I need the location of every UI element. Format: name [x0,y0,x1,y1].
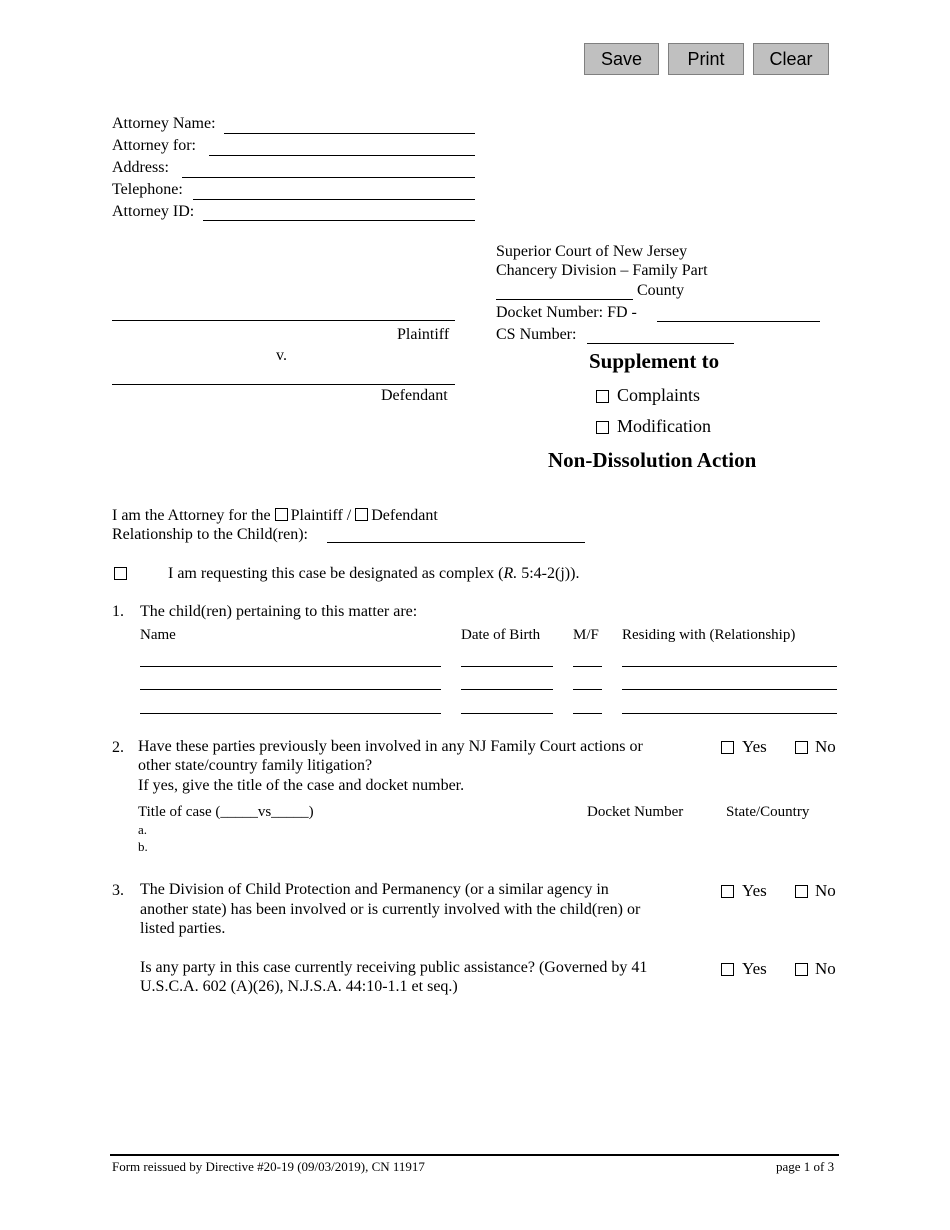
attorney-for-prefix: I am the Attorney for the [112,507,271,524]
child-mf-field[interactable] [573,666,602,667]
q2-row-a: a. [138,822,148,837]
complex-text-rest: 5:4-2(j)). [517,565,580,582]
docket-number-field[interactable] [657,321,820,322]
q1-text: The child(ren) pertaining to this matter are: [140,603,418,620]
q3-line3: listed parties. [140,920,226,937]
footer-rule [110,1154,839,1156]
col-mf-header: M/F [573,627,599,643]
address-label: Address: [112,159,169,176]
defendant-option-label: Defendant [371,507,438,524]
footer-page-number: page 1 of 3 [776,1159,835,1174]
child-dob-field[interactable] [461,666,553,667]
q3-yes-checkbox[interactable] [721,885,734,898]
q2-col-title: Title of case (_____vs_____) [138,804,314,820]
complaints-label: Complaints [617,385,701,405]
clear-button[interactable]: Clear [753,43,829,75]
child-dob-field[interactable] [461,689,553,690]
attorney-name-label: Attorney Name: [112,115,216,132]
plaintiff-checkbox[interactable] [275,508,288,521]
attorney-for-field[interactable] [209,155,475,156]
relationship-label: Relationship to the Child(ren): [112,526,308,543]
plaintiff-option-label: Plaintiff / [290,507,352,524]
attorney-name-field[interactable] [224,133,475,134]
complex-rule: R. [503,565,518,582]
q2-col-state: State/Country [726,804,810,820]
col-residing-header: Residing with (Relationship) [622,627,796,643]
q3-no-label: No [815,881,836,900]
plaintiff-name-field[interactable] [112,320,455,321]
q2-no-checkbox[interactable] [795,741,808,754]
q2-yes-checkbox[interactable] [721,741,734,754]
complex-text-prefix: I am requesting this case be designated as complex ( [168,565,504,582]
cs-number-label: CS Number: [496,326,577,343]
q2-number: 2. [112,739,124,756]
modification-checkbox[interactable] [596,421,609,434]
attorney-for-label: Attorney for: [112,137,196,154]
defendant-label: Defendant [381,387,448,404]
print-button[interactable]: Print [668,43,744,75]
child-name-field[interactable] [140,713,441,714]
public-assistance-no-label: No [815,959,836,978]
non-dissolution-title: Non-Dissolution Action [548,448,757,472]
q2-row-b: b. [138,839,148,854]
court-name: Superior Court of New Jersey [496,243,688,260]
defendant-name-field[interactable] [112,384,455,385]
public-assistance-yes-label: Yes [742,959,767,978]
docket-number-label: Docket Number: FD - [496,304,637,321]
defendant-checkbox[interactable] [355,508,368,521]
public-assistance-line2: U.S.C.A. 602 (A)(26), N.J.S.A. 44:10-1.1 et seq.) [140,978,458,995]
public-assistance-no-checkbox[interactable] [795,963,808,976]
col-name-header: Name [140,627,176,643]
footer-form-info: Form reissued by Directive #20-19 (09/03/2019), CN 11917 [112,1159,425,1174]
complex-text [168,565,579,583]
q2-col-docket: Docket Number [587,804,684,820]
attorney-id-field[interactable] [203,220,475,221]
public-assistance-yes-checkbox[interactable] [721,963,734,976]
child-residing-field[interactable] [622,666,837,667]
q3-line2: another state) has been involved or is currently involved with the child(ren) or [140,901,641,918]
telephone-label: Telephone: [112,181,183,198]
child-name-field[interactable] [140,666,441,667]
complex-checkbox[interactable] [114,567,127,580]
attorney-for-row [112,507,438,525]
versus-label: v. [276,347,287,364]
supplement-title: Supplement to [589,349,720,373]
q2-no-label: No [815,737,836,756]
save-button[interactable]: Save [584,43,659,75]
q2-line2: other state/country family litigation? [138,757,373,774]
q1-number: 1. [112,603,124,620]
child-mf-field[interactable] [573,713,602,714]
q3-yes-label: Yes [742,881,767,900]
complaints-checkbox[interactable] [596,390,609,403]
child-mf-field[interactable] [573,689,602,690]
child-residing-field[interactable] [622,713,837,714]
q2-line1: Have these parties previously been involved in any NJ Family Court actions or [138,738,643,755]
county-label: County [637,282,685,299]
court-division: Chancery Division – Family Part [496,262,708,279]
public-assistance-line1: Is any party in this case currently receiving public assistance? (Governed by 41 [140,959,648,976]
q3-no-checkbox[interactable] [795,885,808,898]
child-dob-field[interactable] [461,713,553,714]
attorney-id-label: Attorney ID: [112,203,195,220]
plaintiff-label: Plaintiff [397,326,450,343]
q3-number: 3. [112,882,124,899]
q2-yes-label: Yes [742,737,767,756]
county-field[interactable] [496,299,633,300]
cs-number-field[interactable] [587,343,734,344]
modification-label: Modification [617,416,711,436]
q3-line1: The Division of Child Protection and Permanency (or a similar agency in [140,881,609,898]
col-dob-header: Date of Birth [461,627,541,643]
q2-line3: If yes, give the title of the case and docket number. [138,777,465,794]
telephone-field[interactable] [193,199,475,200]
child-residing-field[interactable] [622,689,837,690]
address-field[interactable] [182,177,475,178]
child-name-field[interactable] [140,689,441,690]
relationship-field[interactable] [327,542,585,543]
